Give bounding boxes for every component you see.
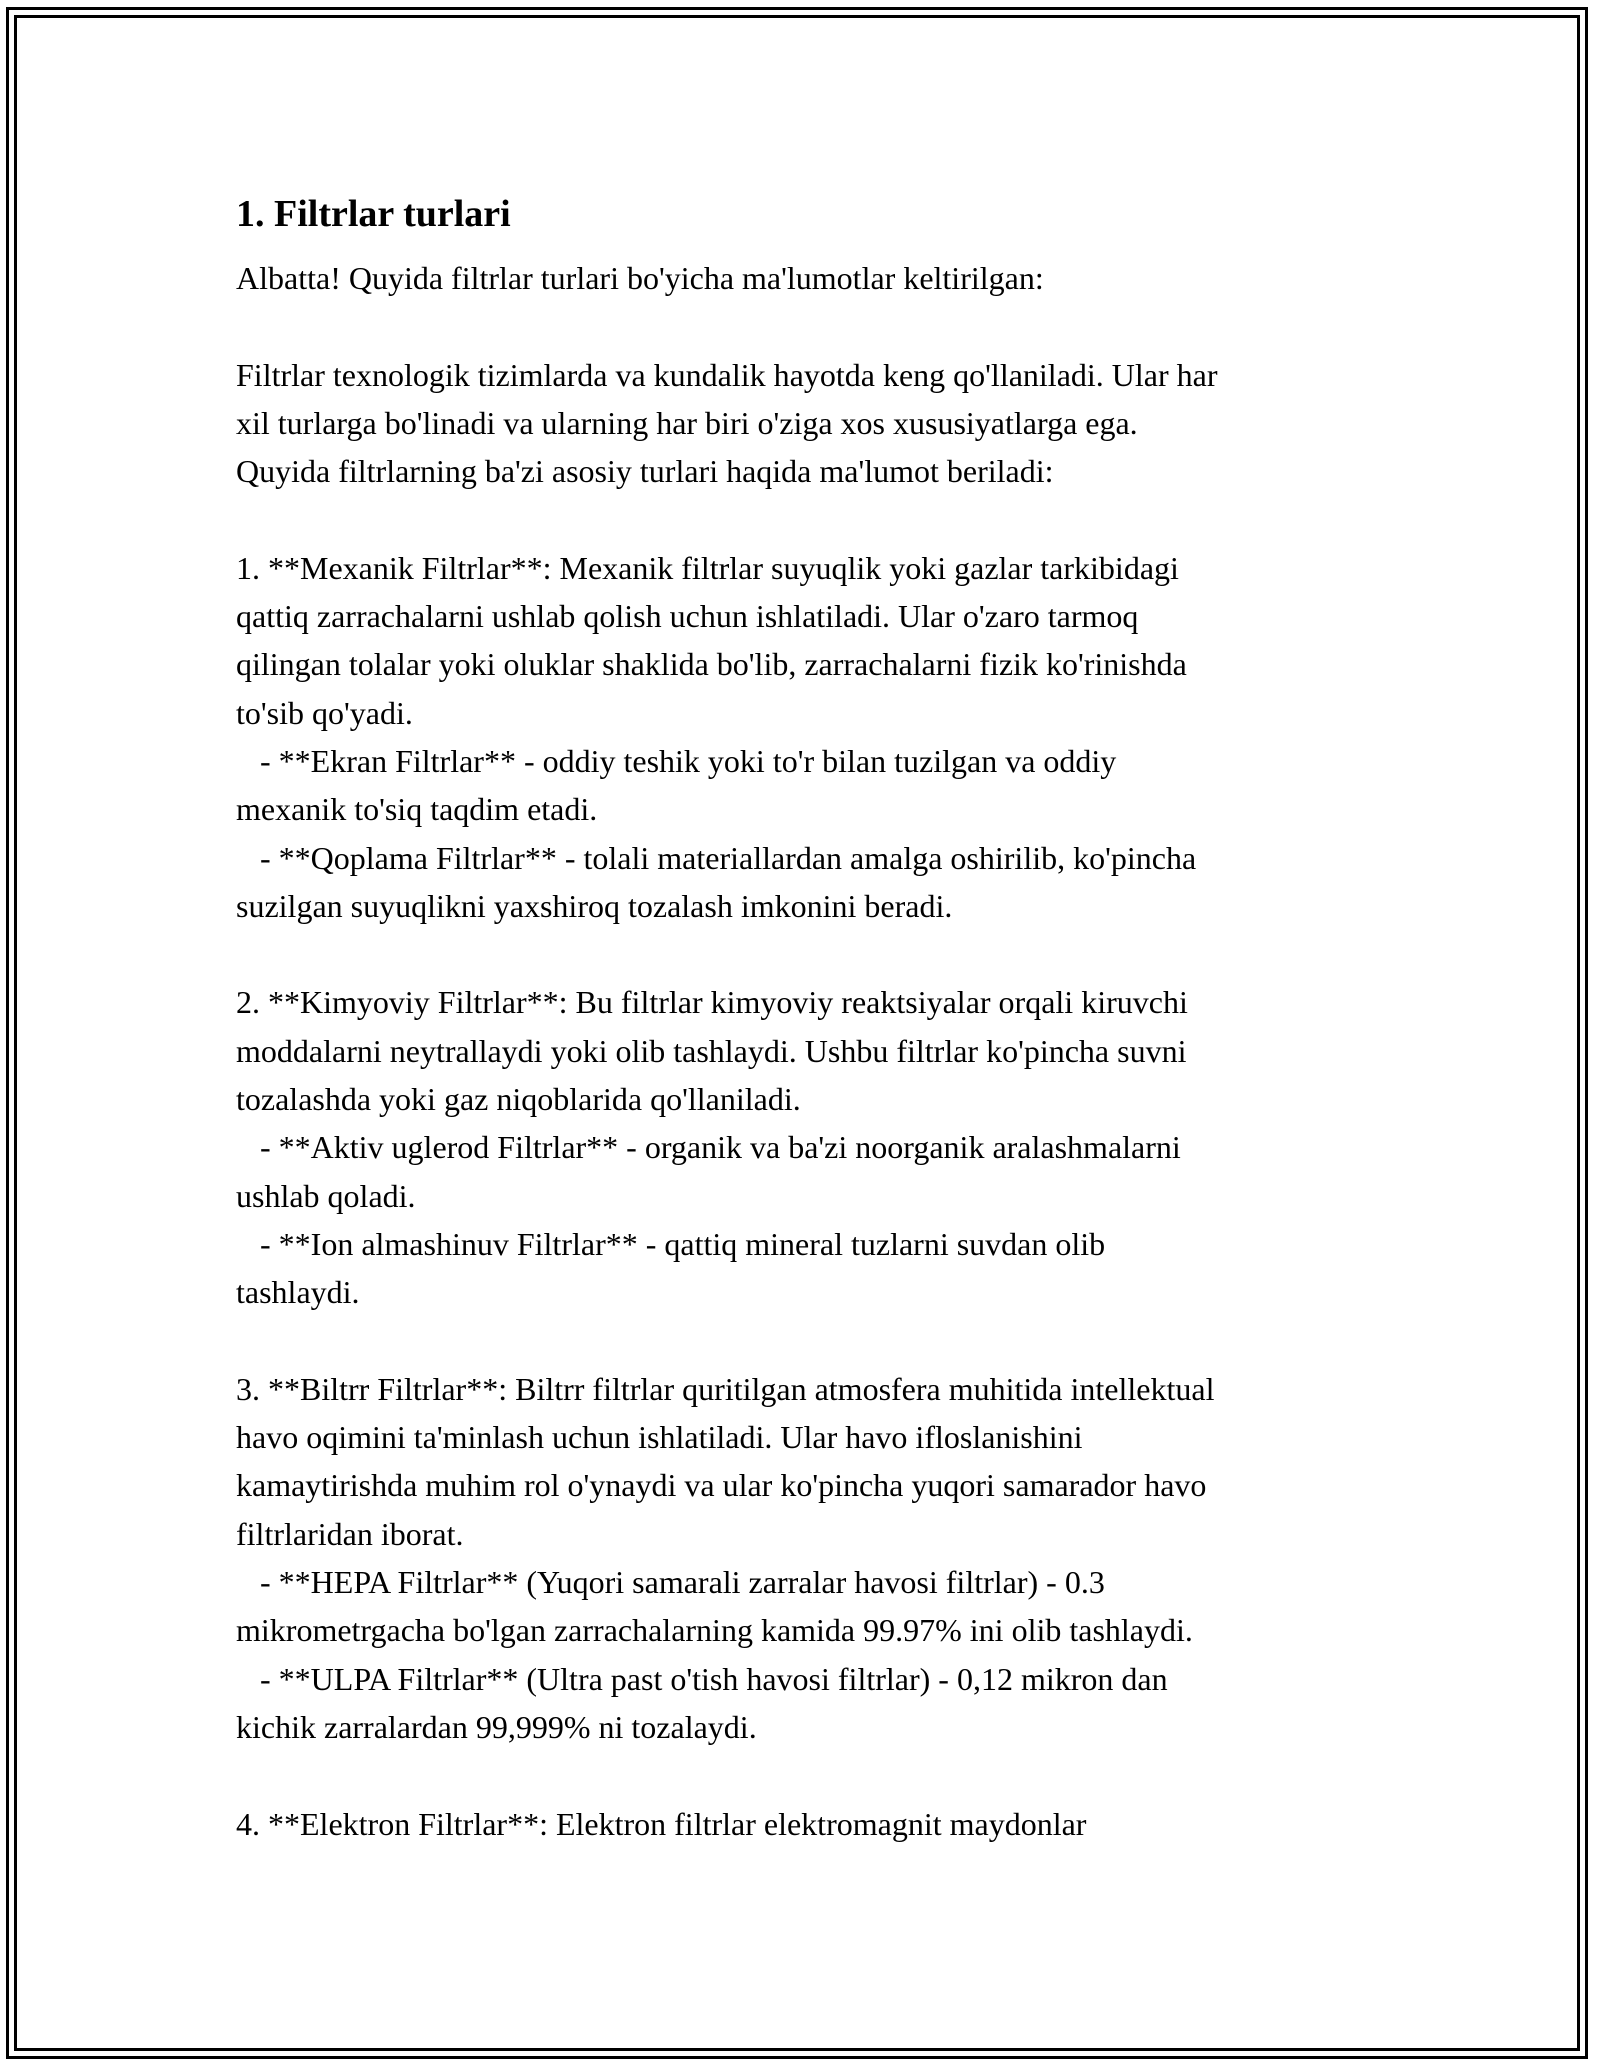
paragraph-gap	[236, 495, 1376, 543]
text-line: to'sib qo'yadi.	[236, 694, 413, 731]
text-line: moddalarni neytrallaydi yoki olib tashlaydi. Ushbu filtrlar ko'pincha suvni	[236, 1032, 1187, 1069]
text-line: - **Qoplama Filtrlar** - tolali materiallardan amalga oshirilib, ko'pincha	[236, 839, 1197, 876]
section-title: 1. Filtrlar turlari	[236, 193, 511, 235]
text-line: - **Ion almashinuv Filtrlar** - qattiq mineral tuzlarni suvdan olib	[236, 1225, 1106, 1262]
text-line: kichik zarralardan 99,999% ni tozalaydi.	[236, 1708, 757, 1745]
text-line: qattiq zarrachalarni ushlab qolish uchun ishlatiladi. Ular o'zaro tarmoq	[236, 598, 1139, 635]
text-line: Quyida filtrlarning ba'zi asosiy turlari haqida ma'lumot beriladi:	[236, 453, 1054, 490]
text-line: Filtrlar texnologik tizimlarda va kundalik hayotda keng qo'llaniladi. Ular har	[236, 356, 1218, 393]
text-line: kamaytirishda muhim rol o'ynaydi va ular ko'pincha yuqori samarador havo	[236, 1467, 1207, 1504]
text-line: Albatta! Quyida filtrlar turlari bo'yicha ma'lumotlar keltirilgan:	[236, 260, 1044, 296]
text-line: xil turlarga bo'linadi va ularning har biri o'ziga xos xususiyatlarga ega.	[236, 404, 1138, 441]
paragraph-gap	[236, 1751, 1376, 1799]
text-line: - **Ekran Filtrlar** - oddiy teshik yoki to'r bilan tuzilgan va oddiy	[236, 742, 1117, 779]
text-line: 3. **Biltrr Filtrlar**: Biltrr filtrlar quritilgan atmosfera muhitida intellektual	[236, 1370, 1215, 1407]
text-line: qilingan tolalar yoki oluklar shaklida bo'lib, zarrachalarni fizik ko'rinishda	[236, 646, 1187, 683]
paragraph-gap	[236, 302, 1376, 350]
text-line: mikrometrgacha bo'lgan zarrachalarning kamida 99.97% ini olib tashlaydi.	[236, 1612, 1193, 1649]
text-line: tozalashda yoki gaz niqoblarida qo'llaniladi.	[236, 1081, 801, 1118]
text-line: tashlaydi.	[236, 1274, 360, 1311]
text-line: suzilgan suyuqlikni yaxshiroq tozalash imkonini beradi.	[236, 887, 953, 924]
text-line: 4. **Elektron Filtrlar**: Elektron filtrlar elektromagnit maydonlar	[236, 1805, 1087, 1842]
text-line: havo oqimini ta'minlash uchun ishlatiladi. Ular havo ifloslanishini	[236, 1419, 1083, 1456]
text-line: 1. **Mexanik Filtrlar**: Mexanik filtrlar suyuqlik yoki gazlar tarkibidagi	[236, 549, 1179, 586]
text-line: - **Aktiv uglerod Filtrlar** - organik va ba'zi noorganik aralashmalarni	[236, 1129, 1181, 1166]
paragraph-gap	[236, 930, 1376, 978]
paragraph-gap	[236, 1317, 1376, 1365]
text-line: - **ULPA Filtrlar** (Ultra past o'tish havosi filtrlar) - 0,12 mikron dan	[236, 1660, 1168, 1697]
text-line: ushlab qoladi.	[236, 1177, 416, 1214]
document-blocks	[236, 254, 1376, 1848]
text-line: filtrlaridan iborat.	[236, 1515, 464, 1552]
text-line: mexanik to'siq taqdim etadi.	[236, 791, 598, 828]
text-line: 2. **Kimyoviy Filtrlar**: Bu filtrlar kimyoviy reaktsiyalar orqali kiruvchi	[236, 984, 1188, 1021]
text-line: - **HEPA Filtrlar** (Yuqori samarali zarralar havosi filtrlar) - 0.3	[236, 1564, 1105, 1601]
document-body	[236, 186, 1376, 1848]
